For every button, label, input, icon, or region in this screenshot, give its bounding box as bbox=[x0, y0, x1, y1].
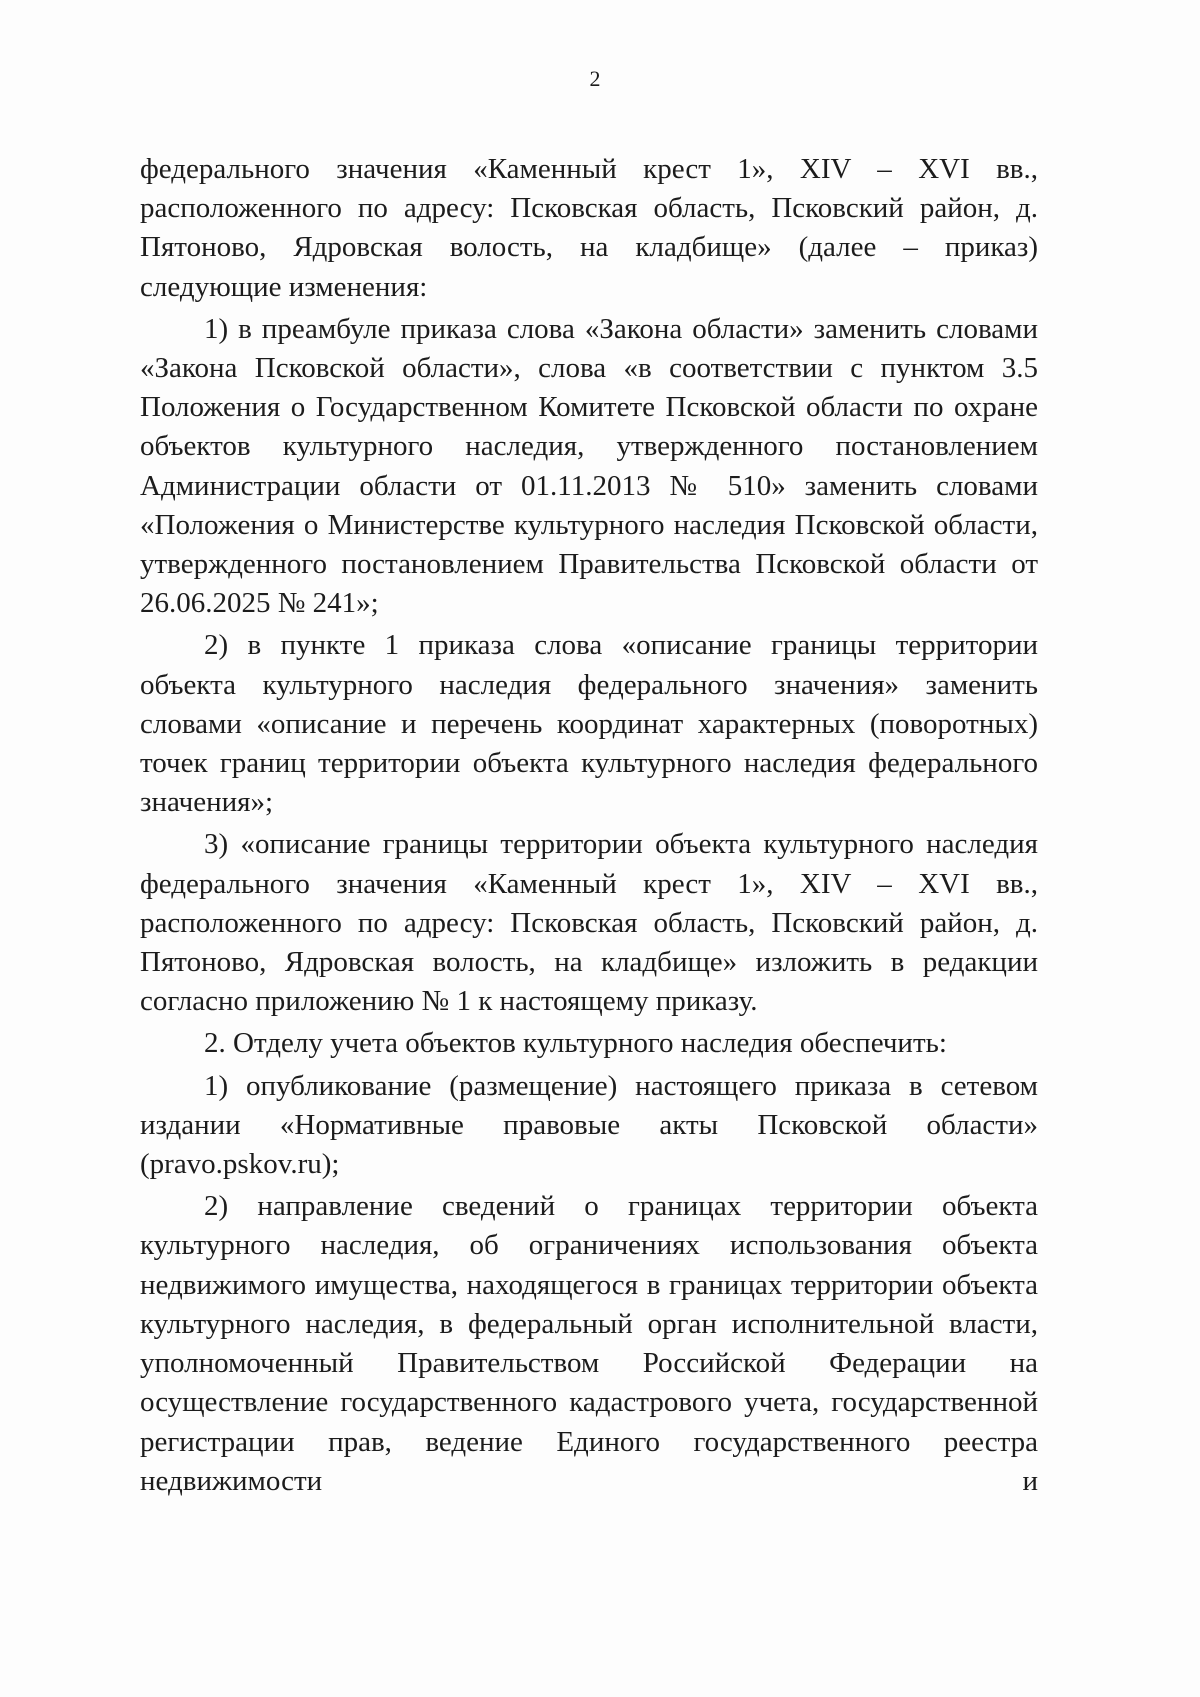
paragraph-item-1-preamble: 1) в преамбуле приказа слова «Закона области» заменить словами «Закона Псковской области», слова «в соответствии с пунктом 3.5 Положения о Государственном Комитете Псковской области по охране объектов культурного наследия, утвержденного постановлением Администрации области от 01.11.2013 № 510» заменить словами «Положения о Министерстве культурного наследия Псковской области, утвержденного постановлением Правительства Псковской области от 26.06.2025 № 241»; bbox=[140, 312, 1038, 620]
paragraph-section-2-item-1: 1) опубликование (размещение) настоящего приказа в сетевом издании «Нормативные правовые акты Псковской области» (pravo.pskov.ru); bbox=[140, 1069, 1038, 1181]
document-body bbox=[140, 150, 1038, 1501]
paragraph-item-3-description: 3) «описание границы территории объекта культурного наследия федерального значения «Каменный крест 1», XIV – XVI вв., расположенного по адресу: Псковская область, Псковский район, д. Пятоново, Ядровская волость, на кладбище» изложить в редакции согласно приложению № 1 к настоящему приказу. bbox=[140, 828, 1038, 1018]
paragraph-section-2-item-2: 2) направление сведений о границах территории объекта культурного наследия, об ограничениях использования объекта недвижимого имущества, находящегося в границах территории объекта культурного наследия, в федеральный орган исполнительной власти, уполномоченный Правительством Российской Федерации на осуществление государственного кадастрового учета, государственной регистрации прав, ведение Единого государственного реестра недвижимости и bbox=[140, 1190, 1038, 1497]
paragraph-section-2-heading: 2. Отделу учета объектов культурного наследия обеспечить: bbox=[204, 1027, 947, 1060]
page-number: 2 bbox=[589, 66, 601, 91]
paragraph-item-2-point-1: 2) в пункте 1 приказа слова «описание границы территории объекта культурного наследия федерального значения» заменить словами «описание и перечень координат характерных (поворотных) точек границ территории объекта культурного наследия федерального значения»; bbox=[140, 629, 1038, 819]
paragraph-continuation: федерального значения «Каменный крест 1», XIV – XVI вв., расположенного по адресу: Псковская область, Псковский район, д. Пятоново, Ядровская волость, на кладбище» (далее – приказ) следующие изменения: bbox=[140, 153, 1038, 303]
